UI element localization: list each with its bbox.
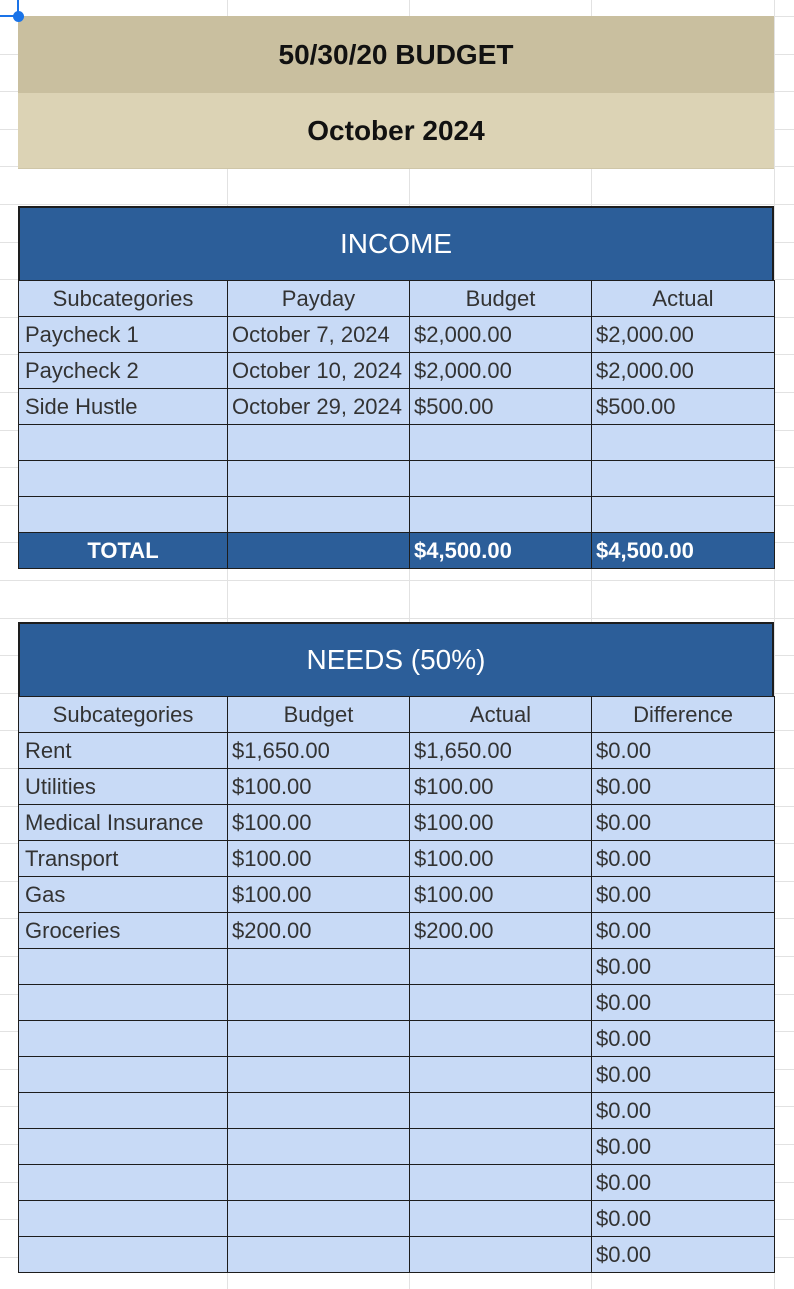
income-cell-payday[interactable]: October 29, 2024 bbox=[228, 389, 410, 425]
needs-cell-subcategory[interactable] bbox=[19, 985, 228, 1021]
needs-cell-difference[interactable]: $0.00 bbox=[592, 769, 775, 805]
needs-row bbox=[19, 1021, 775, 1057]
needs-cell-difference[interactable]: $0.00 bbox=[592, 985, 775, 1021]
income-cell-payday[interactable]: October 7, 2024 bbox=[228, 317, 410, 353]
income-header-row bbox=[19, 281, 775, 317]
needs-cell-subcategory[interactable]: Medical Insurance bbox=[19, 805, 228, 841]
needs-cell-difference[interactable]: $0.00 bbox=[592, 1201, 775, 1237]
income-row bbox=[19, 425, 775, 461]
income-section bbox=[18, 206, 774, 569]
needs-cell-budget[interactable] bbox=[228, 1057, 410, 1093]
needs-cell-budget[interactable] bbox=[228, 1129, 410, 1165]
needs-cell-subcategory[interactable] bbox=[19, 1201, 228, 1237]
income-row bbox=[19, 389, 775, 425]
income-cell-budget[interactable]: $2,000.00 bbox=[410, 317, 592, 353]
needs-cell-budget[interactable] bbox=[228, 1201, 410, 1237]
income-cell-actual[interactable] bbox=[592, 461, 775, 497]
needs-cell-subcategory[interactable] bbox=[19, 1021, 228, 1057]
needs-cell-actual[interactable] bbox=[410, 1057, 592, 1093]
income-cell-subcategory[interactable]: Side Hustle bbox=[19, 389, 228, 425]
needs-row bbox=[19, 877, 775, 913]
needs-cell-subcategory[interactable] bbox=[19, 1129, 228, 1165]
income-row bbox=[19, 461, 775, 497]
needs-cell-difference[interactable]: $0.00 bbox=[592, 877, 775, 913]
needs-table bbox=[18, 696, 775, 1273]
needs-cell-difference[interactable]: $0.00 bbox=[592, 1021, 775, 1057]
needs-col-actual[interactable]: Actual bbox=[410, 697, 592, 733]
income-col-subcategories[interactable]: Subcategories bbox=[19, 281, 228, 317]
needs-cell-budget[interactable]: $1,650.00 bbox=[228, 733, 410, 769]
needs-cell-subcategory[interactable]: Rent bbox=[19, 733, 228, 769]
needs-cell-actual[interactable] bbox=[410, 1165, 592, 1201]
needs-cell-difference[interactable]: $0.00 bbox=[592, 841, 775, 877]
income-col-payday[interactable]: Payday bbox=[228, 281, 410, 317]
income-total-budget[interactable]: $4,500.00 bbox=[410, 533, 592, 569]
income-cell-payday[interactable] bbox=[228, 425, 410, 461]
needs-cell-subcategory[interactable]: Gas bbox=[19, 877, 228, 913]
needs-cell-difference[interactable]: $0.00 bbox=[592, 733, 775, 769]
needs-cell-difference[interactable]: $0.00 bbox=[592, 1165, 775, 1201]
income-cell-subcategory[interactable]: Paycheck 2 bbox=[19, 353, 228, 389]
needs-cell-actual[interactable]: $1,650.00 bbox=[410, 733, 592, 769]
income-cell-budget[interactable] bbox=[410, 461, 592, 497]
needs-cell-actual[interactable] bbox=[410, 1129, 592, 1165]
needs-cell-actual[interactable]: $100.00 bbox=[410, 841, 592, 877]
income-table bbox=[18, 280, 775, 569]
income-cell-subcategory[interactable] bbox=[19, 425, 228, 461]
needs-col-subcategories[interactable]: Subcategories bbox=[19, 697, 228, 733]
needs-cell-actual[interactable] bbox=[410, 1021, 592, 1057]
budget-month[interactable]: October 2024 bbox=[18, 93, 774, 169]
selection-handle[interactable] bbox=[13, 11, 24, 22]
needs-cell-subcategory[interactable] bbox=[19, 1093, 228, 1129]
needs-cell-difference[interactable]: $0.00 bbox=[592, 1093, 775, 1129]
needs-row bbox=[19, 1237, 775, 1273]
income-cell-budget[interactable]: $2,000.00 bbox=[410, 353, 592, 389]
income-row bbox=[19, 317, 775, 353]
needs-cell-actual[interactable]: $100.00 bbox=[410, 805, 592, 841]
needs-cell-actual[interactable] bbox=[410, 1201, 592, 1237]
needs-cell-subcategory[interactable] bbox=[19, 1237, 228, 1273]
needs-cell-actual[interactable]: $100.00 bbox=[410, 769, 592, 805]
needs-row bbox=[19, 1093, 775, 1129]
income-total-label[interactable]: TOTAL bbox=[19, 533, 228, 569]
income-cell-actual[interactable]: $500.00 bbox=[592, 389, 775, 425]
needs-cell-actual[interactable] bbox=[410, 1093, 592, 1129]
income-cell-payday[interactable]: October 10, 2024 bbox=[228, 353, 410, 389]
income-cell-payday[interactable] bbox=[228, 461, 410, 497]
needs-row bbox=[19, 1129, 775, 1165]
income-col-budget[interactable]: Budget bbox=[410, 281, 592, 317]
needs-cell-subcategory[interactable]: Utilities bbox=[19, 769, 228, 805]
needs-row bbox=[19, 733, 775, 769]
needs-row bbox=[19, 913, 775, 949]
needs-heading[interactable]: NEEDS (50%) bbox=[18, 622, 774, 696]
needs-cell-budget[interactable] bbox=[228, 1165, 410, 1201]
needs-cell-budget[interactable]: $100.00 bbox=[228, 877, 410, 913]
income-row bbox=[19, 497, 775, 533]
needs-row bbox=[19, 985, 775, 1021]
needs-cell-difference[interactable]: $0.00 bbox=[592, 913, 775, 949]
income-cell-actual[interactable]: $2,000.00 bbox=[592, 317, 775, 353]
income-total-payday[interactable] bbox=[228, 533, 410, 569]
needs-cell-budget[interactable] bbox=[228, 1021, 410, 1057]
needs-cell-actual[interactable] bbox=[410, 985, 592, 1021]
needs-header-row bbox=[19, 697, 775, 733]
needs-cell-subcategory[interactable] bbox=[19, 949, 228, 985]
needs-cell-budget[interactable] bbox=[228, 1237, 410, 1273]
income-cell-actual[interactable]: $2,000.00 bbox=[592, 353, 775, 389]
needs-cell-actual[interactable]: $100.00 bbox=[410, 877, 592, 913]
income-row bbox=[19, 353, 775, 389]
needs-cell-subcategory[interactable] bbox=[19, 1057, 228, 1093]
income-col-actual[interactable]: Actual bbox=[592, 281, 775, 317]
budget-title[interactable]: 50/30/20 BUDGET bbox=[18, 16, 774, 93]
needs-cell-difference[interactable]: $0.00 bbox=[592, 949, 775, 985]
needs-row bbox=[19, 1201, 775, 1237]
needs-cell-difference[interactable]: $0.00 bbox=[592, 805, 775, 841]
needs-col-difference[interactable]: Difference bbox=[592, 697, 775, 733]
needs-cell-actual[interactable] bbox=[410, 1237, 592, 1273]
needs-cell-budget[interactable]: $100.00 bbox=[228, 769, 410, 805]
needs-cell-difference[interactable]: $0.00 bbox=[592, 1057, 775, 1093]
needs-cell-difference[interactable]: $0.00 bbox=[592, 1237, 775, 1273]
needs-cell-subcategory[interactable] bbox=[19, 1165, 228, 1201]
income-cell-budget[interactable] bbox=[410, 425, 592, 461]
income-cell-payday[interactable] bbox=[228, 497, 410, 533]
needs-col-budget[interactable]: Budget bbox=[228, 697, 410, 733]
income-cell-budget[interactable] bbox=[410, 497, 592, 533]
income-cell-actual[interactable] bbox=[592, 497, 775, 533]
needs-row bbox=[19, 949, 775, 985]
needs-section bbox=[18, 622, 774, 1273]
needs-cell-budget[interactable]: $100.00 bbox=[228, 805, 410, 841]
needs-cell-budget[interactable] bbox=[228, 1093, 410, 1129]
income-heading[interactable]: INCOME bbox=[18, 206, 774, 280]
income-total-row bbox=[19, 533, 775, 569]
needs-cell-budget[interactable] bbox=[228, 985, 410, 1021]
needs-cell-budget[interactable]: $200.00 bbox=[228, 913, 410, 949]
needs-cell-subcategory[interactable]: Groceries bbox=[19, 913, 228, 949]
needs-cell-subcategory[interactable]: Transport bbox=[19, 841, 228, 877]
income-cell-subcategory[interactable] bbox=[19, 461, 228, 497]
needs-row bbox=[19, 1057, 775, 1093]
needs-cell-actual[interactable]: $200.00 bbox=[410, 913, 592, 949]
needs-row bbox=[19, 769, 775, 805]
income-cell-subcategory[interactable]: Paycheck 1 bbox=[19, 317, 228, 353]
needs-row bbox=[19, 841, 775, 877]
needs-cell-budget[interactable]: $100.00 bbox=[228, 841, 410, 877]
needs-cell-actual[interactable] bbox=[410, 949, 592, 985]
income-cell-budget[interactable]: $500.00 bbox=[410, 389, 592, 425]
needs-cell-difference[interactable]: $0.00 bbox=[592, 1129, 775, 1165]
income-total-actual[interactable]: $4,500.00 bbox=[592, 533, 775, 569]
needs-row bbox=[19, 805, 775, 841]
income-cell-subcategory[interactable] bbox=[19, 497, 228, 533]
needs-row bbox=[19, 1165, 775, 1201]
income-cell-actual[interactable] bbox=[592, 425, 775, 461]
needs-cell-budget[interactable] bbox=[228, 949, 410, 985]
